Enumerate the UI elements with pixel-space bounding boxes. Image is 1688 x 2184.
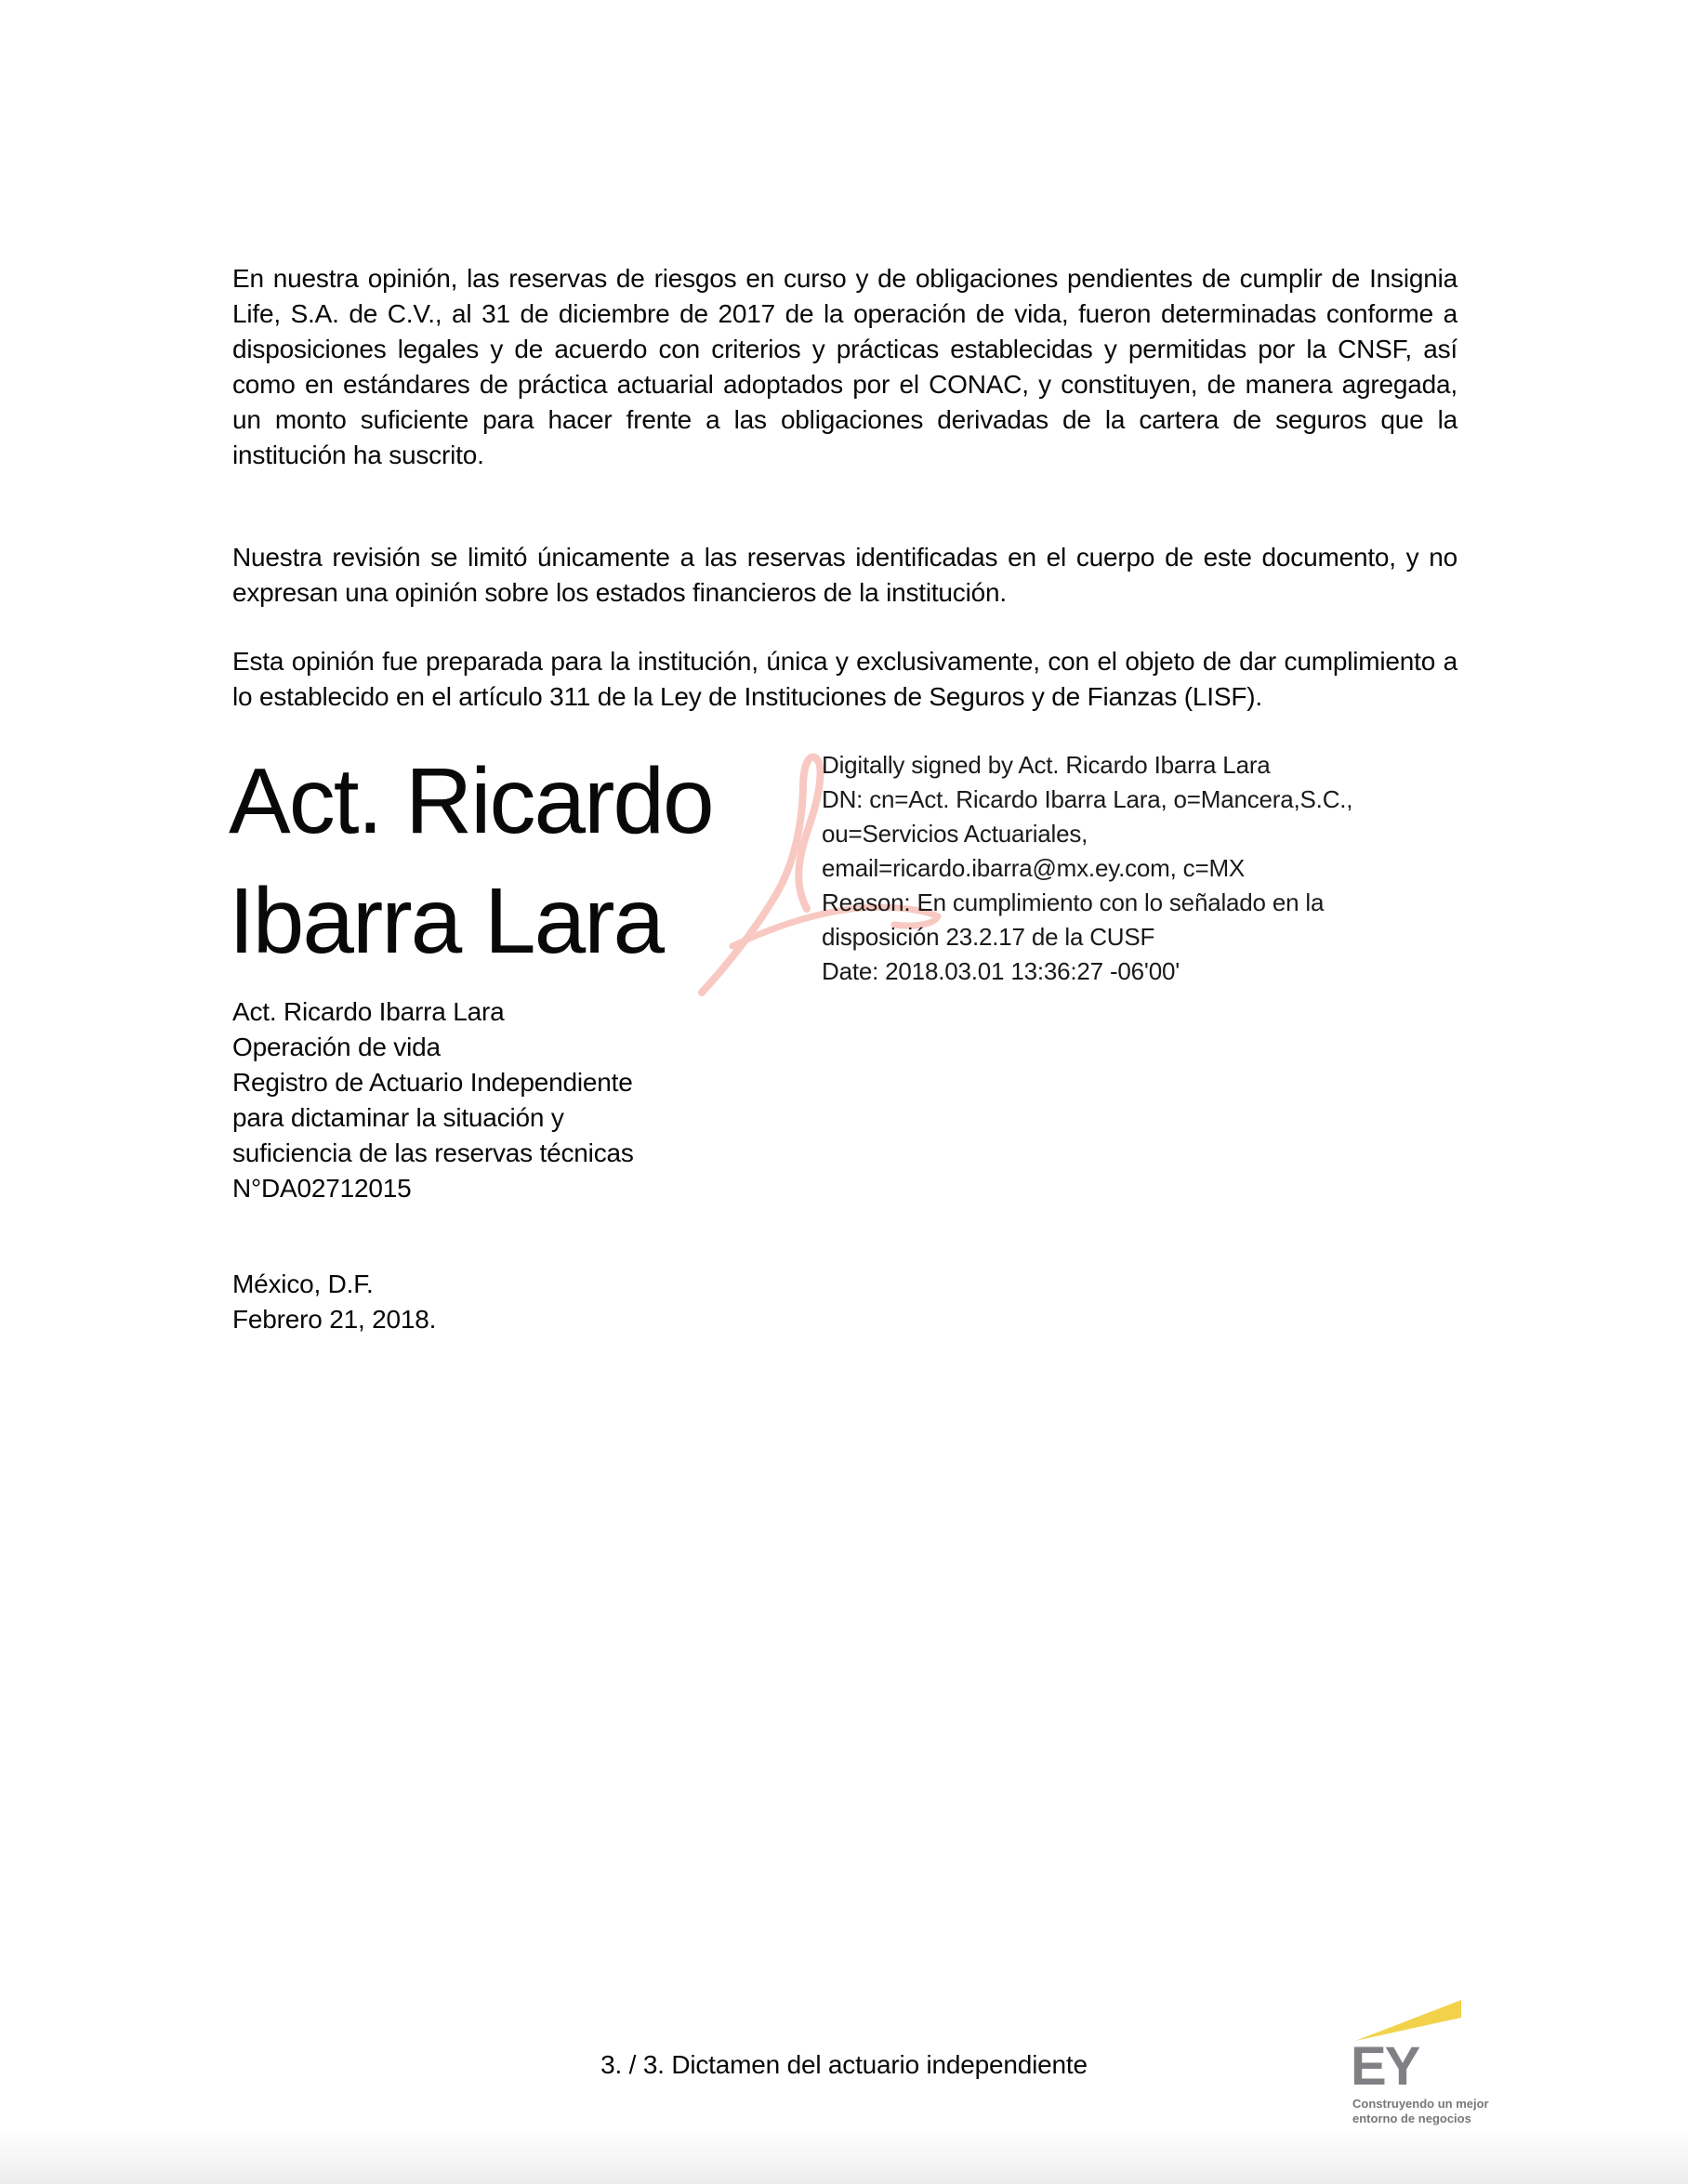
signer-registry-line: Registro de Actuario Independiente: [232, 1068, 633, 1097]
place-date-block: [232, 1267, 883, 1337]
ey-tagline: [1352, 2097, 1489, 2126]
purpose-paragraph: Esta opinión fue preparada para la institución, única y exclusivamente, con el objeto de dar cumplimiento a lo establecido en el artículo 311 de la Ley de Instituciones de Seguros y de Fianzas (LISF).: [232, 647, 1457, 711]
signer-operation-line: Operación de vida: [232, 1033, 441, 1061]
signer-credentials-block: [232, 994, 883, 1206]
signer-registry-line: suficiencia de las reservas técnicas: [232, 1138, 634, 1167]
signature-detail-line: Date: 2018.03.01 13:36:27 -06'00': [822, 957, 1180, 985]
footer-page-label: 3. / 3. Dictamen del actuario independiente: [600, 2050, 1088, 2079]
ey-tagline-line: Construyendo un mejor: [1352, 2097, 1489, 2111]
digital-signature-field[interactable]: [229, 734, 1465, 1004]
signature-display-name: Act. Ricardo Ibarra Lara: [229, 749, 713, 973]
signature-detail-line: Reason: En cumplimiento con lo señalado en la: [822, 888, 1325, 916]
signature-detail-line: ou=Servicios Actuariales,: [822, 820, 1088, 848]
ey-letters: EY: [1351, 2036, 1419, 2097]
signer-registry-line: para dictaminar la situación y: [232, 1103, 564, 1132]
signature-detail-line: email=ricardo.ibarra@mx.ey.com, c=MX: [822, 854, 1246, 882]
opinion-paragraph: En nuestra opinión, las reservas de riesgos en curso y de obligaciones pendientes de cumplir de Insignia Life, S.A. de C.V., al 31 de diciembre de 2017 de la operación de vida, fueron determinadas conforme a disposiciones legales y de acuerdo con criterios y prácticas establecidas y permitidas por la CNSF, así como en estándares de práctica actuarial adoptados por el CONAC, y constituyen, de manera agregada, un monto suficiente para hacer frente a las obligaciones derivadas de la cartera de seguros que la institución ha suscrito.: [232, 264, 1457, 469]
signer-name-line: Act. Ricardo Ibarra Lara: [232, 997, 505, 1026]
scope-paragraph: Nuestra revisión se limitó únicamente a las reservas identificadas en el cuerpo de este documento, y no expresan una opinión sobre los estados financieros de la institución.: [232, 543, 1457, 607]
signer-registry-number: N°DA02712015: [232, 1174, 412, 1203]
signature-detail-line: DN: cn=Act. Ricardo Ibarra Lara, o=Mancera,S.C.,: [822, 785, 1353, 813]
ey-tagline-line: entorno de negocios: [1352, 2112, 1471, 2125]
ey-logo: [1352, 1998, 1501, 2133]
signature-detail-line: Digitally signed by Act. Ricardo Ibarra Lara: [822, 751, 1271, 779]
signature-details: [822, 748, 1417, 989]
place-line: México, D.F.: [232, 1270, 374, 1298]
page-edge-shade: [0, 2130, 1688, 2184]
signature-detail-line: disposición 23.2.17 de la CUSF: [822, 923, 1155, 951]
date-line: Febrero 21, 2018.: [232, 1305, 437, 1334]
